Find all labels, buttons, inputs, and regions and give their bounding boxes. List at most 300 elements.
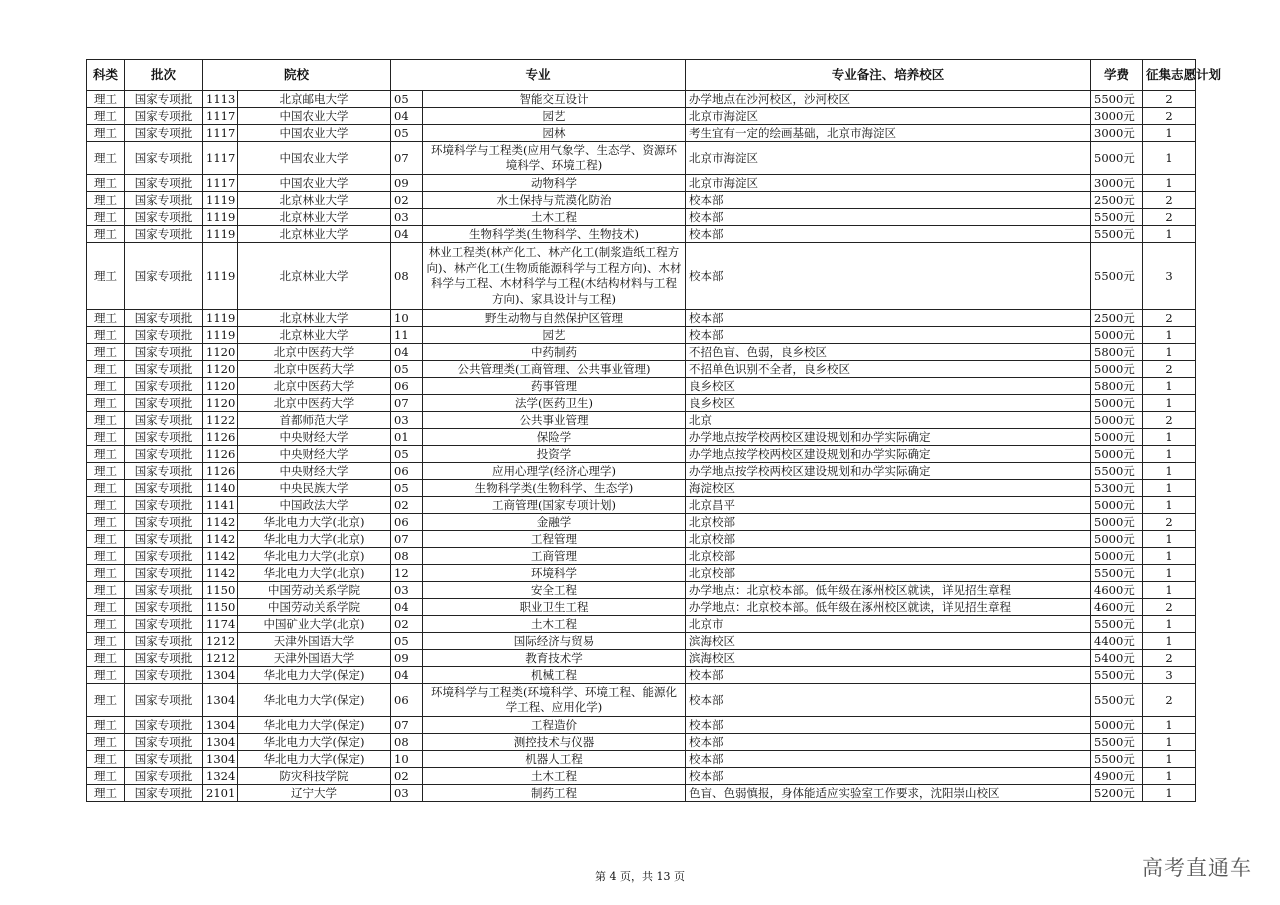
cell-major-code: 01 [391, 429, 423, 446]
cell-school-name: 北京林业大学 [238, 310, 391, 327]
cell-plan: 1 [1143, 633, 1196, 650]
cell-major-name: 中药制药 [423, 344, 686, 361]
table-row [87, 463, 1196, 480]
cell-pici: 国家专项批 [125, 192, 203, 209]
cell-note: 北京 [686, 412, 1091, 429]
cell-school-name: 华北电力大学(保定) [238, 684, 391, 717]
cell-plan: 2 [1143, 209, 1196, 226]
cell-pici: 国家专项批 [125, 599, 203, 616]
header-major: 专业 [391, 60, 686, 91]
cell-plan: 2 [1143, 361, 1196, 378]
cell-fee: 3000元 [1091, 125, 1143, 142]
cell-plan: 1 [1143, 785, 1196, 802]
cell-fee: 5500元 [1091, 463, 1143, 480]
cell-kelei: 理工 [87, 226, 125, 243]
cell-major-name: 国际经济与贸易 [423, 633, 686, 650]
cell-school-code: 1119 [203, 243, 238, 310]
cell-major-name: 安全工程 [423, 582, 686, 599]
cell-school-code: 1117 [203, 142, 238, 175]
cell-fee: 5800元 [1091, 378, 1143, 395]
cell-pici: 国家专项批 [125, 463, 203, 480]
cell-kelei: 理工 [87, 142, 125, 175]
cell-school-code: 1119 [203, 327, 238, 344]
cell-fee: 5500元 [1091, 616, 1143, 633]
cell-major-code: 05 [391, 361, 423, 378]
header-note: 专业备注、培养校区 [686, 60, 1091, 91]
cell-major-name: 机械工程 [423, 667, 686, 684]
cell-note: 校本部 [686, 768, 1091, 785]
cell-plan: 2 [1143, 599, 1196, 616]
cell-plan: 1 [1143, 565, 1196, 582]
cell-kelei: 理工 [87, 209, 125, 226]
table-row [87, 125, 1196, 142]
cell-pici: 国家专项批 [125, 480, 203, 497]
cell-school-code: 1117 [203, 125, 238, 142]
cell-note: 北京昌平 [686, 497, 1091, 514]
cell-pici: 国家专项批 [125, 429, 203, 446]
cell-school-name: 北京林业大学 [238, 209, 391, 226]
cell-major-name: 职业卫生工程 [423, 599, 686, 616]
cell-kelei: 理工 [87, 599, 125, 616]
cell-school-code: 1304 [203, 751, 238, 768]
cell-kelei: 理工 [87, 344, 125, 361]
cell-kelei: 理工 [87, 446, 125, 463]
cell-major-code: 03 [391, 582, 423, 599]
cell-school-code: 1120 [203, 378, 238, 395]
cell-plan: 1 [1143, 734, 1196, 751]
cell-plan: 1 [1143, 125, 1196, 142]
cell-pici: 国家专项批 [125, 667, 203, 684]
cell-major-name: 工程管理 [423, 531, 686, 548]
cell-major-code: 07 [391, 142, 423, 175]
table-row [87, 599, 1196, 616]
cell-kelei: 理工 [87, 548, 125, 565]
cell-major-code: 04 [391, 344, 423, 361]
cell-note: 北京市海淀区 [686, 142, 1091, 175]
table-row [87, 667, 1196, 684]
cell-major-code: 09 [391, 650, 423, 667]
cell-school-code: 1212 [203, 650, 238, 667]
cell-plan: 2 [1143, 310, 1196, 327]
cell-major-code: 06 [391, 463, 423, 480]
cell-pici: 国家专项批 [125, 142, 203, 175]
cell-major-name: 金融学 [423, 514, 686, 531]
cell-pici: 国家专项批 [125, 768, 203, 785]
cell-fee: 5500元 [1091, 565, 1143, 582]
cell-school-name: 北京中医药大学 [238, 344, 391, 361]
cell-note: 校本部 [686, 243, 1091, 310]
table-row [87, 446, 1196, 463]
cell-pici: 国家专项批 [125, 734, 203, 751]
cell-school-name: 华北电力大学(北京) [238, 514, 391, 531]
watermark: 高考直通车 [1142, 856, 1252, 880]
cell-kelei: 理工 [87, 480, 125, 497]
cell-major-name: 环境科学 [423, 565, 686, 582]
cell-fee: 5000元 [1091, 446, 1143, 463]
table-row [87, 243, 1196, 310]
cell-plan: 1 [1143, 429, 1196, 446]
cell-note: 办学地点按学校两校区建设规划和办学实际确定 [686, 446, 1091, 463]
cell-fee: 5800元 [1091, 344, 1143, 361]
cell-school-code: 1304 [203, 717, 238, 734]
table-row [87, 361, 1196, 378]
cell-major-name: 教育技术学 [423, 650, 686, 667]
cell-plan: 1 [1143, 226, 1196, 243]
cell-major-name: 机器人工程 [423, 751, 686, 768]
cell-kelei: 理工 [87, 395, 125, 412]
table-body [87, 91, 1196, 802]
cell-plan: 1 [1143, 582, 1196, 599]
cell-pici: 国家专项批 [125, 548, 203, 565]
cell-major-code: 03 [391, 412, 423, 429]
cell-major-code: 06 [391, 684, 423, 717]
cell-school-code: 1117 [203, 175, 238, 192]
cell-school-code: 1122 [203, 412, 238, 429]
cell-note: 北京校部 [686, 548, 1091, 565]
cell-plan: 1 [1143, 446, 1196, 463]
cell-school-code: 1174 [203, 616, 238, 633]
cell-plan: 1 [1143, 717, 1196, 734]
cell-plan: 1 [1143, 480, 1196, 497]
cell-note: 北京校部 [686, 531, 1091, 548]
cell-major-code: 04 [391, 667, 423, 684]
cell-note: 北京校部 [686, 565, 1091, 582]
table-row [87, 717, 1196, 734]
table-row [87, 684, 1196, 717]
cell-pici: 国家专项批 [125, 565, 203, 582]
cell-plan: 1 [1143, 175, 1196, 192]
table-row [87, 429, 1196, 446]
cell-school-name: 中央财经大学 [238, 429, 391, 446]
cell-major-name: 制药工程 [423, 785, 686, 802]
cell-school-name: 北京邮电大学 [238, 91, 391, 108]
cell-major-name: 林业工程类(林产化工、林产化工(制浆造纸工程方向)、林产化工(生物质能源科学与工程方向)、木材科学与工程、木材科学与工程(木结构材料与工程方向)、家具设计与工程) [423, 243, 686, 310]
cell-fee: 4900元 [1091, 768, 1143, 785]
cell-pici: 国家专项批 [125, 361, 203, 378]
table-row [87, 531, 1196, 548]
table-row [87, 734, 1196, 751]
cell-note: 校本部 [686, 684, 1091, 717]
cell-fee: 5000元 [1091, 548, 1143, 565]
cell-pici: 国家专项批 [125, 616, 203, 633]
cell-fee: 5400元 [1091, 650, 1143, 667]
cell-school-name: 首都师范大学 [238, 412, 391, 429]
cell-school-code: 1142 [203, 548, 238, 565]
cell-plan: 2 [1143, 192, 1196, 209]
cell-fee: 4600元 [1091, 599, 1143, 616]
cell-major-code: 10 [391, 751, 423, 768]
cell-major-code: 02 [391, 616, 423, 633]
cell-pici: 国家专项批 [125, 226, 203, 243]
admission-table-container [86, 59, 1222, 802]
table-row [87, 395, 1196, 412]
cell-note: 不招单色识别不全者，良乡校区 [686, 361, 1091, 378]
header-fee: 学费 [1091, 60, 1143, 91]
cell-kelei: 理工 [87, 327, 125, 344]
cell-school-name: 华北电力大学(保定) [238, 734, 391, 751]
cell-major-name: 公共事业管理 [423, 412, 686, 429]
cell-school-name: 中国劳动关系学院 [238, 599, 391, 616]
table-row [87, 548, 1196, 565]
cell-note: 滨海校区 [686, 633, 1091, 650]
cell-note: 滨海校区 [686, 650, 1091, 667]
cell-school-name: 北京中医药大学 [238, 378, 391, 395]
cell-pici: 国家专项批 [125, 717, 203, 734]
cell-pici: 国家专项批 [125, 108, 203, 125]
cell-kelei: 理工 [87, 361, 125, 378]
cell-kelei: 理工 [87, 667, 125, 684]
cell-major-name: 生物科学类(生物科学、生物技术) [423, 226, 686, 243]
cell-school-name: 中国农业大学 [238, 108, 391, 125]
cell-major-code: 03 [391, 785, 423, 802]
cell-major-name: 土木工程 [423, 768, 686, 785]
table-row [87, 497, 1196, 514]
cell-major-name: 野生动物与自然保护区管理 [423, 310, 686, 327]
cell-pici: 国家专项批 [125, 412, 203, 429]
table-row [87, 378, 1196, 395]
table-row [87, 633, 1196, 650]
cell-plan: 1 [1143, 463, 1196, 480]
cell-fee: 5500元 [1091, 667, 1143, 684]
cell-school-name: 华北电力大学(北京) [238, 548, 391, 565]
cell-pici: 国家专项批 [125, 633, 203, 650]
cell-fee: 5000元 [1091, 497, 1143, 514]
cell-fee: 5500元 [1091, 209, 1143, 226]
cell-school-code: 1212 [203, 633, 238, 650]
cell-school-name: 北京林业大学 [238, 243, 391, 310]
cell-major-name: 智能交互设计 [423, 91, 686, 108]
cell-note: 办学地点按学校两校区建设规划和办学实际确定 [686, 463, 1091, 480]
cell-note: 校本部 [686, 209, 1091, 226]
cell-pici: 国家专项批 [125, 785, 203, 802]
cell-kelei: 理工 [87, 310, 125, 327]
cell-note: 校本部 [686, 310, 1091, 327]
cell-note: 办学地点按学校两校区建设规划和办学实际确定 [686, 429, 1091, 446]
table-row [87, 412, 1196, 429]
cell-note: 校本部 [686, 734, 1091, 751]
cell-major-code: 02 [391, 497, 423, 514]
cell-pici: 国家专项批 [125, 684, 203, 717]
cell-note: 北京市海淀区 [686, 108, 1091, 125]
cell-pici: 国家专项批 [125, 650, 203, 667]
cell-kelei: 理工 [87, 108, 125, 125]
cell-school-name: 中央财经大学 [238, 463, 391, 480]
cell-major-name: 生物科学类(生物科学、生态学) [423, 480, 686, 497]
cell-major-code: 08 [391, 243, 423, 310]
cell-note: 校本部 [686, 192, 1091, 209]
cell-pici: 国家专项批 [125, 378, 203, 395]
cell-kelei: 理工 [87, 91, 125, 108]
cell-major-code: 05 [391, 633, 423, 650]
cell-major-name: 环境科学与工程类(环境科学、环境工程、能源化学工程、应用化学) [423, 684, 686, 717]
cell-fee: 5000元 [1091, 142, 1143, 175]
cell-plan: 1 [1143, 497, 1196, 514]
cell-school-code: 1126 [203, 463, 238, 480]
cell-major-name: 土木工程 [423, 616, 686, 633]
cell-school-code: 2101 [203, 785, 238, 802]
cell-fee: 5000元 [1091, 531, 1143, 548]
cell-school-name: 中国劳动关系学院 [238, 582, 391, 599]
cell-kelei: 理工 [87, 514, 125, 531]
cell-school-code: 1126 [203, 429, 238, 446]
cell-major-name: 水土保持与荒漠化防治 [423, 192, 686, 209]
table-row [87, 785, 1196, 802]
cell-major-code: 03 [391, 209, 423, 226]
cell-school-code: 1142 [203, 531, 238, 548]
cell-school-code: 1304 [203, 667, 238, 684]
table-row [87, 480, 1196, 497]
cell-fee: 5500元 [1091, 226, 1143, 243]
cell-fee: 5000元 [1091, 361, 1143, 378]
cell-school-code: 1150 [203, 582, 238, 599]
admission-plan-table [86, 59, 1222, 802]
cell-plan: 1 [1143, 378, 1196, 395]
cell-school-code: 1119 [203, 226, 238, 243]
table-row [87, 91, 1196, 108]
cell-major-code: 10 [391, 310, 423, 327]
cell-fee: 5000元 [1091, 327, 1143, 344]
cell-kelei: 理工 [87, 734, 125, 751]
cell-plan: 3 [1143, 667, 1196, 684]
cell-major-code: 05 [391, 125, 423, 142]
cell-fee: 2500元 [1091, 192, 1143, 209]
cell-major-code: 08 [391, 734, 423, 751]
cell-plan: 1 [1143, 327, 1196, 344]
cell-major-code: 07 [391, 395, 423, 412]
cell-school-code: 1324 [203, 768, 238, 785]
cell-fee: 2500元 [1091, 310, 1143, 327]
cell-pici: 国家专项批 [125, 514, 203, 531]
cell-pici: 国家专项批 [125, 446, 203, 463]
cell-note: 色盲、色弱慎报，身体能适应实验室工作要求，沈阳崇山校区 [686, 785, 1091, 802]
page-footer: 第 4 页，共 13 页 [595, 870, 685, 883]
cell-school-name: 天津外国语大学 [238, 633, 391, 650]
cell-major-name: 环境科学与工程类(应用气象学、生态学、资源环境科学、环境工程) [423, 142, 686, 175]
cell-fee: 5000元 [1091, 412, 1143, 429]
cell-pici: 国家专项批 [125, 125, 203, 142]
cell-note: 校本部 [686, 327, 1091, 344]
cell-school-code: 1142 [203, 514, 238, 531]
cell-kelei: 理工 [87, 565, 125, 582]
cell-plan: 2 [1143, 684, 1196, 717]
cell-fee: 5500元 [1091, 751, 1143, 768]
cell-major-name: 投资学 [423, 446, 686, 463]
cell-major-name: 动物科学 [423, 175, 686, 192]
cell-pici: 国家专项批 [125, 582, 203, 599]
cell-fee: 5500元 [1091, 734, 1143, 751]
cell-fee: 5000元 [1091, 717, 1143, 734]
cell-plan: 2 [1143, 650, 1196, 667]
table-row [87, 192, 1196, 209]
cell-school-code: 1119 [203, 192, 238, 209]
cell-school-name: 中央民族大学 [238, 480, 391, 497]
cell-school-name: 中国农业大学 [238, 175, 391, 192]
cell-plan: 1 [1143, 344, 1196, 361]
cell-kelei: 理工 [87, 243, 125, 310]
cell-fee: 3000元 [1091, 175, 1143, 192]
table-row [87, 751, 1196, 768]
cell-pici: 国家专项批 [125, 243, 203, 310]
cell-kelei: 理工 [87, 684, 125, 717]
cell-school-code: 1304 [203, 734, 238, 751]
table-row [87, 650, 1196, 667]
cell-major-code: 02 [391, 192, 423, 209]
cell-pici: 国家专项批 [125, 209, 203, 226]
cell-kelei: 理工 [87, 633, 125, 650]
cell-school-code: 1120 [203, 344, 238, 361]
cell-note: 良乡校区 [686, 378, 1091, 395]
cell-major-code: 07 [391, 531, 423, 548]
cell-school-name: 华北电力大学(保定) [238, 667, 391, 684]
cell-note: 办学地点：北京校本部。低年级在涿州校区就读，详见招生章程 [686, 599, 1091, 616]
cell-major-name: 工程造价 [423, 717, 686, 734]
table-row [87, 226, 1196, 243]
cell-major-name: 园艺 [423, 327, 686, 344]
header-kelei: 科类 [87, 60, 125, 91]
table-row [87, 565, 1196, 582]
cell-school-name: 华北电力大学(保定) [238, 717, 391, 734]
cell-school-name: 中国矿业大学(北京) [238, 616, 391, 633]
table-header-row [87, 60, 1196, 91]
cell-school-name: 中国农业大学 [238, 125, 391, 142]
cell-note: 校本部 [686, 751, 1091, 768]
cell-pici: 国家专项批 [125, 327, 203, 344]
table-row [87, 344, 1196, 361]
cell-school-name: 北京中医药大学 [238, 395, 391, 412]
cell-note: 考生宜有一定的绘画基础，北京市海淀区 [686, 125, 1091, 142]
table-row [87, 108, 1196, 125]
cell-major-code: 06 [391, 378, 423, 395]
cell-note: 办学地点在沙河校区，沙河校区 [686, 91, 1091, 108]
cell-major-name: 土木工程 [423, 209, 686, 226]
cell-school-name: 华北电力大学(北京) [238, 565, 391, 582]
cell-school-name: 华北电力大学(北京) [238, 531, 391, 548]
cell-school-code: 1119 [203, 209, 238, 226]
cell-school-code: 1119 [203, 310, 238, 327]
cell-kelei: 理工 [87, 378, 125, 395]
cell-major-code: 09 [391, 175, 423, 192]
table-row [87, 175, 1196, 192]
cell-plan: 2 [1143, 91, 1196, 108]
cell-major-code: 08 [391, 548, 423, 565]
cell-pici: 国家专项批 [125, 344, 203, 361]
cell-pici: 国家专项批 [125, 175, 203, 192]
cell-kelei: 理工 [87, 497, 125, 514]
cell-fee: 5500元 [1091, 684, 1143, 717]
table-row [87, 142, 1196, 175]
cell-note: 海淀校区 [686, 480, 1091, 497]
cell-major-code: 07 [391, 717, 423, 734]
cell-plan: 2 [1143, 514, 1196, 531]
cell-fee: 5500元 [1091, 91, 1143, 108]
cell-note: 良乡校区 [686, 395, 1091, 412]
cell-major-name: 园艺 [423, 108, 686, 125]
cell-major-name: 工商管理(国家专项计划) [423, 497, 686, 514]
cell-kelei: 理工 [87, 650, 125, 667]
cell-school-code: 1141 [203, 497, 238, 514]
header-plan: 征集志愿计划 [1143, 60, 1196, 91]
cell-school-name: 北京林业大学 [238, 192, 391, 209]
cell-fee: 5200元 [1091, 785, 1143, 802]
cell-plan: 2 [1143, 412, 1196, 429]
cell-fee: 4400元 [1091, 633, 1143, 650]
cell-kelei: 理工 [87, 616, 125, 633]
cell-note: 北京校部 [686, 514, 1091, 531]
cell-fee: 3000元 [1091, 108, 1143, 125]
cell-fee: 5300元 [1091, 480, 1143, 497]
cell-kelei: 理工 [87, 582, 125, 599]
table-row [87, 514, 1196, 531]
